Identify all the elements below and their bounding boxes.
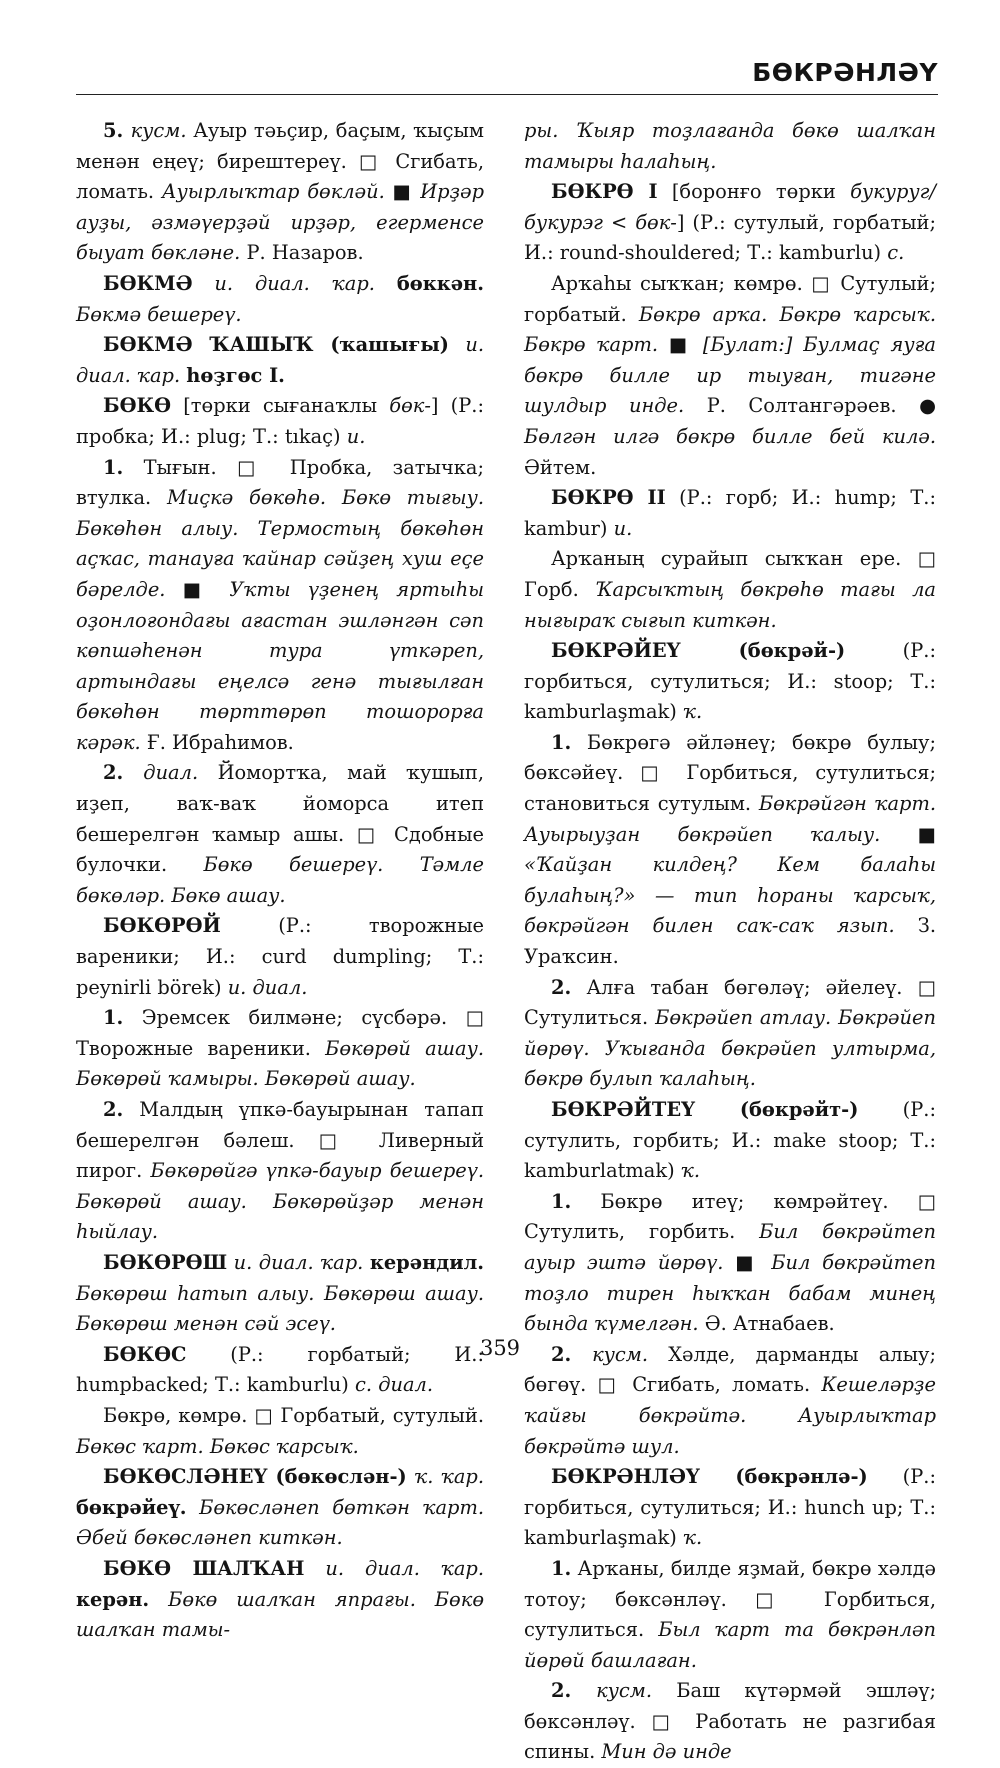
entry-headword-text: 2.: [551, 975, 572, 999]
entry-headword-text: БӨКРӨ I: [551, 180, 658, 204]
entry-italic-text: [Булат:] Булмаҫ яуға бөкрө билле ир тыуған, тигәне шулдыр инде.: [524, 333, 936, 418]
entry-text: Арҡаны, билде яҙмай, бөкрө хәлдә тотоу; бөксәнләү. □ Горбиться, сутулиться.: [524, 1556, 936, 1642]
entry-italic-text: Бөкө шалҡан япрағы. Бөкө шалҡан тамы-: [76, 1587, 484, 1642]
entry-italic-text: и. диал. ҡар.: [214, 271, 375, 295]
entry-text: Йомортҡа, май ҡушып, иҙеп, ваҡ-ваҡ йоморса итеп бешерелгән ҡамыр ашы. □ Сдобные булочки.: [76, 761, 484, 877]
entry-italic-text: Уҡты үҙенең яртыһы оҙонлоғондағы ағастан эшләнгән сәп көпшәһенән тура үткәреп, артындағы еңелсә генә тығылған бөкөһөн төрттөрөп тошорорға кәрәк.: [76, 577, 484, 754]
entry-italic-text: Бил бөкрәйтеп тоҙло тирен һыҡҡан бабам минең бында ҡүмелгән.: [524, 1250, 936, 1336]
entry-text: [187, 1496, 200, 1519]
entry-italic-text: Бил бөкрәйтеп ауыр эштә йөрөү.: [524, 1220, 936, 1274]
entry-headword-text: 1.: [103, 1006, 124, 1030]
dictionary-entry: [76, 1554, 484, 1646]
dictionary-entry: [76, 330, 484, 391]
entry-headword-text: БӨКӨ: [103, 394, 171, 418]
entry-text: [449, 333, 465, 356]
entry-italic-text: и.: [613, 516, 633, 540]
entry-text: [375, 272, 397, 295]
entry-text: ■: [723, 1250, 772, 1274]
entry-headword-text: бөккән.: [396, 271, 484, 295]
entry-italic-text: ҡ.: [683, 700, 703, 724]
entry-italic-text: Бөлгән илгә бөкрө билле бей килә.: [524, 424, 936, 448]
entry-italic-text: Ҡарсыҡтың бөкрөһө тағы ла нығыраҡ сығып киткән.: [524, 577, 936, 632]
entry-text: Әйтем.: [524, 455, 597, 479]
entry-text: (Р.: горб; И.: hump; Т.: kambur): [524, 486, 936, 540]
entry-headword-text: БӨКӨСЛӘНЕҮ (бөкөслән-): [103, 1465, 407, 1489]
entry-text: Ә. Атнабаев.: [698, 1312, 835, 1336]
dictionary-entry: [76, 391, 484, 452]
entry-text: Арҡаһы сыҡҡан; көмрө. □ Сутулый; горбатый.: [524, 271, 936, 326]
entry-headword-text: 2.: [103, 1098, 124, 1121]
entry-text: Бөкрөгә әйләнеү; бөкрө булыу; бөксәйеү. □ Горбиться, сутулиться; становиться сутулым.: [524, 730, 936, 816]
entry-italic-text: и. диал.: [227, 975, 308, 999]
entry-italic-text: ҡ.: [680, 1159, 700, 1183]
entry-text: Ауыр тәьҫир, баҫым, ҡыҫым менән еңеү; бирештереү. □ Сгибать, ломать.: [76, 119, 484, 204]
entry-italic-text: ҡ.: [683, 1526, 703, 1550]
dictionary-entry: [76, 1462, 484, 1554]
entry-italic-text: кусм.: [596, 1679, 653, 1703]
dictionary-entry: [524, 728, 936, 973]
entry-headword-text: БӨКРӘЙТЕҮ (бөкрәйт-): [551, 1098, 859, 1121]
entry-text: Р. Солтангәрәев. ●: [684, 394, 936, 418]
page-number: 359: [479, 1336, 521, 1360]
entry-text: ■: [658, 333, 703, 357]
dictionary-entry: [76, 116, 484, 269]
entry-text: (Р.: горбиться, сутулиться; И.: stoop; Т.: kamburlaşmak): [524, 639, 936, 724]
entry-headword-text: бөкрәйеү.: [76, 1495, 187, 1519]
entry-italic-text: букуруг/букурэг < бөк-: [524, 180, 936, 234]
entry-headword-text: 2.: [103, 761, 144, 785]
entry-text: Тығын. □ Пробка, затычка; втулка.: [76, 455, 484, 510]
entry-headword-text: БӨКРӘНЛӘҮ (бөкрәнлә-): [551, 1465, 868, 1489]
entry-italic-text: ҡ. ҡар.: [414, 1465, 484, 1489]
entry-headword-text: БӨКӨРӨШ: [103, 1250, 228, 1274]
entry-text: Бөкрө, көмрө. □ Горбатый, сутулый.: [103, 1403, 484, 1427]
entry-italic-text: Бөкөрөй ашау. Бөкөрөй ҡамыры. Бөкөрөй ашау.: [76, 1036, 484, 1091]
entry-text: (Р.: творожные вареники; И.: curd dumpling; Т.: peynirli börek): [76, 914, 484, 999]
entry-text: Ғ. Ибраһимов.: [140, 730, 294, 754]
dictionary-entry: [524, 269, 936, 483]
dictionary-entry: [524, 636, 936, 728]
dictionary-entry: [524, 544, 936, 636]
entry-italic-text: Миҫкә бөкөһө. Бөкө тығыу. Бөкөһөн алыу. Термостың бөкөһөн аҫҡас, танауға ҡайнар сәйҙең хуш еҫе бәрелде.: [76, 486, 484, 601]
dictionary-entry: [524, 973, 936, 1095]
entry-italic-text: Бөкмә бешереү.: [76, 302, 242, 326]
entry-italic-text: кусм.: [592, 1342, 649, 1366]
entry-italic-text: Был ҡарт та бөкрәнләп йөрөй башлаған.: [524, 1618, 937, 1672]
entry-headword-text: 1.: [551, 1189, 572, 1213]
entry-italic-text: и. диал. ҡар.: [233, 1250, 364, 1274]
dictionary-entry: [524, 1462, 936, 1554]
entry-italic-text: Бөкөсләнеп бөткән ҡарт. Әбей бөкөсләнеп киткән.: [76, 1495, 484, 1550]
entry-italic-text: бөк-: [389, 394, 431, 418]
entry-italic-text: Бөкө бешереү. Тәмле бөкөләр. Бөкө ашау.: [76, 853, 484, 907]
dictionary-entry: [76, 453, 484, 759]
entry-text: ] (Р.: пробка; И.: plug; Т.: tıkaç): [76, 394, 484, 448]
entry-italic-text: и.: [346, 424, 366, 448]
dictionary-entry: [76, 758, 484, 911]
entry-italic-text: Кешеләрҙе ҡайғы бөкрәйтә. Ауырлыҡтар бөкрәйтә шул.: [524, 1373, 936, 1458]
dictionary-entry: [76, 1095, 484, 1248]
dictionary-entry: [524, 1554, 936, 1676]
entry-text: [192, 272, 214, 295]
entry-text: ■: [165, 577, 230, 601]
dictionary-entry: [524, 483, 936, 544]
entry-headword-text: БӨКӨ ШАЛҠАН: [103, 1556, 305, 1580]
dictionary-entry: [76, 1003, 484, 1095]
entry-italic-text: с. диал.: [355, 1373, 434, 1397]
entry-text: ] (Р.: сутулый, горбатый; И.: round-shouldered; Т.: kamburlu): [524, 210, 936, 265]
entry-headword-text: керән.: [76, 1587, 150, 1611]
entry-italic-text: с.: [887, 241, 905, 265]
entry-text: (Р.: сутулить, горбить; И.: make stoop; Т.: kamburlatmak): [524, 1098, 936, 1183]
entry-headword-text: 1.: [103, 455, 124, 479]
entry-italic-text: Ирҙәр ауҙы, әзмәүерҙәй ирҙәр, егерменсе быуат бөкләне.: [76, 180, 484, 265]
dictionary-entry: [76, 269, 484, 330]
entry-headword-text: БӨКМӘ ҠАШЫҠ (ҡашығы): [103, 333, 449, 357]
entry-headword-text: 2.: [551, 1679, 597, 1703]
dictionary-entry: [524, 1095, 936, 1187]
entry-headword-text: 5.: [103, 119, 131, 142]
entry-italic-text: Бөкрө арҡа. Бөкрө ҡарсыҡ. Бөкрө ҡарт.: [524, 302, 936, 357]
dictionary-entry: [524, 116, 936, 177]
entry-italic-text: Бөкөс ҡарт. Бөкөс ҡарсыҡ.: [76, 1434, 359, 1458]
running-head: БӨКРӘНЛӘҮ: [752, 58, 938, 87]
entry-text: З. Ураҡсин.: [524, 914, 936, 969]
entry-headword-text: БӨКМӘ: [103, 271, 193, 295]
entry-headword-text: БӨКРӘЙЕҮ (бөкрәй-): [551, 639, 846, 663]
entry-text: ■: [880, 822, 936, 846]
entry-headword-text: 1.: [551, 730, 572, 754]
dictionary-entry: [524, 1676, 936, 1768]
entry-headword-text: БӨКӨРӨЙ: [103, 914, 221, 938]
entry-headword-text: БӨКРӨ II: [551, 486, 666, 510]
entry-italic-text: диал.: [143, 761, 199, 785]
entry-text: [407, 1465, 415, 1488]
entry-italic-text: кусм.: [130, 119, 187, 142]
entry-headword-text: керәндил.: [369, 1250, 485, 1274]
dictionary-entry: [76, 1248, 484, 1340]
entry-text: Малдың үпкә-бауырынан тапап бешерелгән бәлеш. □ Ливерный пирог.: [76, 1098, 484, 1183]
entry-text: Р. Назаров.: [240, 241, 364, 265]
entry-headword-text: һөҙгөс I.: [186, 363, 285, 387]
entry-italic-text: Бөкөрөйгә үпкә-бауыр бешереү. Бөкөрөй ашау. Бөкөрөйҙәр менән һыйлау.: [76, 1159, 484, 1244]
dictionary-entry: [524, 177, 936, 269]
dictionary-entry: [76, 911, 484, 1003]
entry-text: Алға табан бөгөләү; әйелеү. □ Сутулиться.: [524, 975, 936, 1030]
entry-headword-text: 1.: [551, 1556, 572, 1580]
entry-italic-text: Бөкрәйгән ҡарт. Ауырыуҙан бөкрәйеп ҡалыу.: [524, 792, 936, 846]
entry-text: [304, 1557, 325, 1580]
entry-text: (Р.: горбатый; И.: humpbacked; Т.: kamburlu): [76, 1342, 484, 1397]
entry-italic-text: Бөкрәйеп атлау. Бөкрәйеп йөрөү. Уҡығанда бөкрәйеп ултырма, бөкрө булып ҡалаһың.: [524, 1006, 936, 1091]
entry-italic-text: и. диал. ҡар.: [76, 333, 484, 387]
entry-italic-text: «Ҡайҙан килдең? Кем балаһы булаһың?» — тип һораны ҡарсыҡ, бөкрәйгән билен саҡ-саҡ язып.: [524, 853, 936, 938]
entry-text: Эремсек билмәне; сүсбәрә. □ Творожные вареники.: [76, 1006, 484, 1060]
entry-text: Арҡаның сурайып сыҡҡан ере. □ Горб.: [524, 547, 936, 601]
entry-text: Хәлде, дарманды алыу; бөгөү. □ Сгибать, ломать.: [524, 1342, 936, 1397]
entry-text: Баш күтәрмәй эшләү; бөксәнләү. □ Работать не разгибая спины.: [524, 1679, 936, 1764]
entry-italic-text: Ауырлыҡтар бөкләй.: [161, 180, 385, 204]
entry-text: Бөкрө итеү; көмрәйтеү. □ Сутулить, горбить.: [524, 1189, 936, 1244]
dictionary-entry: [524, 1187, 936, 1340]
entry-text: (Р.: горбиться, сутулиться; И.: hunch up; Т.: kamburlaşmak): [524, 1465, 936, 1550]
entry-italic-text: Мин дә инде: [601, 1740, 732, 1764]
dictionary-entry: [76, 1401, 484, 1462]
left-column: [76, 116, 484, 1646]
entry-headword-text: БӨКӨС: [103, 1342, 187, 1366]
right-column: [524, 116, 936, 1768]
entry-italic-text: и. диал. ҡар.: [325, 1556, 484, 1580]
entry-headword-text: 2.: [551, 1342, 593, 1366]
entry-text: [149, 1588, 168, 1611]
entry-text: ■: [384, 180, 421, 204]
entry-text: [төрки сығанаҡлы: [171, 394, 390, 418]
entry-italic-text: Бөкөрөш һатып алыу. Бөкөрөш ашау. Бөкөрөш менән сәй эсеү.: [76, 1281, 484, 1336]
header-rule: [76, 94, 938, 95]
entry-italic-text: ры. Ҡыяр тоҙлағанда бөкө шалҡан тамыры һалаһың.: [524, 119, 936, 173]
entry-text: [боронғо төрки: [657, 180, 851, 204]
